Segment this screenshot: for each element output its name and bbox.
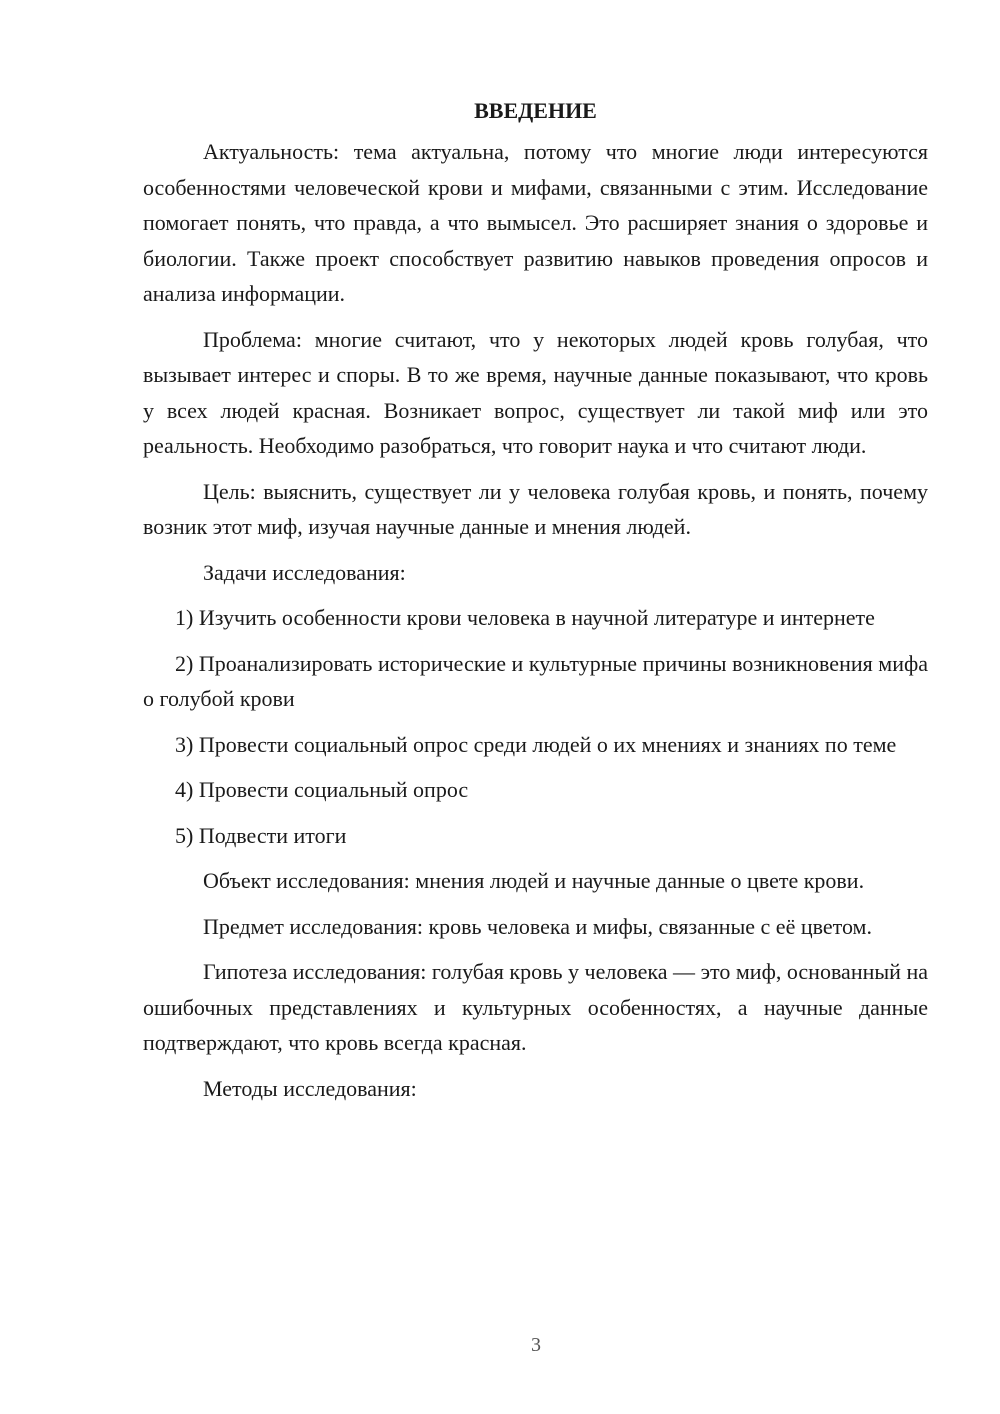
task-item-5: 5) Подвести итоги <box>175 822 347 848</box>
problem-paragraph: Проблема: многие считают, что у некоторых людей кровь голубая, что вызывает интерес и споры. В то же время, научные данные показывают, что кровь у всех людей красная. Возникает вопрос, существует ли такой миф или это реальность. Необходимо разобраться, что говорит наука и что считают люди. <box>143 326 928 458</box>
task-item-4: 4) Провести социальный опрос <box>175 777 469 802</box>
object-paragraph: Объект исследования: мнения людей и научные данные о цвете крови. <box>203 868 865 893</box>
relevance-paragraph: Актуальность: тема актуальна, потому что многие люди интересуются особенностями человеческой крови и мифами, связанными с этим. Исследование помогает понять, что правда, а что вымысел. Это расширяет знания о здоровье и биологии. Также проект способствует развитию навыков проведения опросов и анализа информации. <box>143 139 928 306</box>
task-item-2: 2) Проанализировать исторические и культурные причины возникновения мифа о голубой крови <box>143 650 928 711</box>
page-content <box>143 94 928 1116</box>
methods-heading: Методы исследования: <box>203 1075 417 1101</box>
page-title: ВВЕДЕНИЕ <box>474 98 597 123</box>
task-item-1: 1) Изучить особенности крови человека в научной литературе и интернете <box>175 605 875 630</box>
tasks-heading: Задачи исследования: <box>203 559 406 585</box>
task-item-3: 3) Провести социальный опрос среди людей о их мнениях и знаниях по теме <box>175 731 897 757</box>
hypothesis-paragraph: Гипотеза исследования: голубая кровь у человека — это миф, основанный на ошибочных представлениях и культурных особенностях, а научные данные подтверждают, что кровь всегда красная. <box>143 959 928 1055</box>
goal-paragraph: Цель: выяснить, существует ли у человека голубая кровь, и понять, почему возник этот миф, изучая научные данные и мнения людей. <box>143 478 928 539</box>
page-number-label: 3 <box>531 1334 541 1356</box>
subject-paragraph: Предмет исследования: кровь человека и мифы, связанные с её цветом. <box>203 913 872 939</box>
page-number <box>0 1334 1000 1357</box>
